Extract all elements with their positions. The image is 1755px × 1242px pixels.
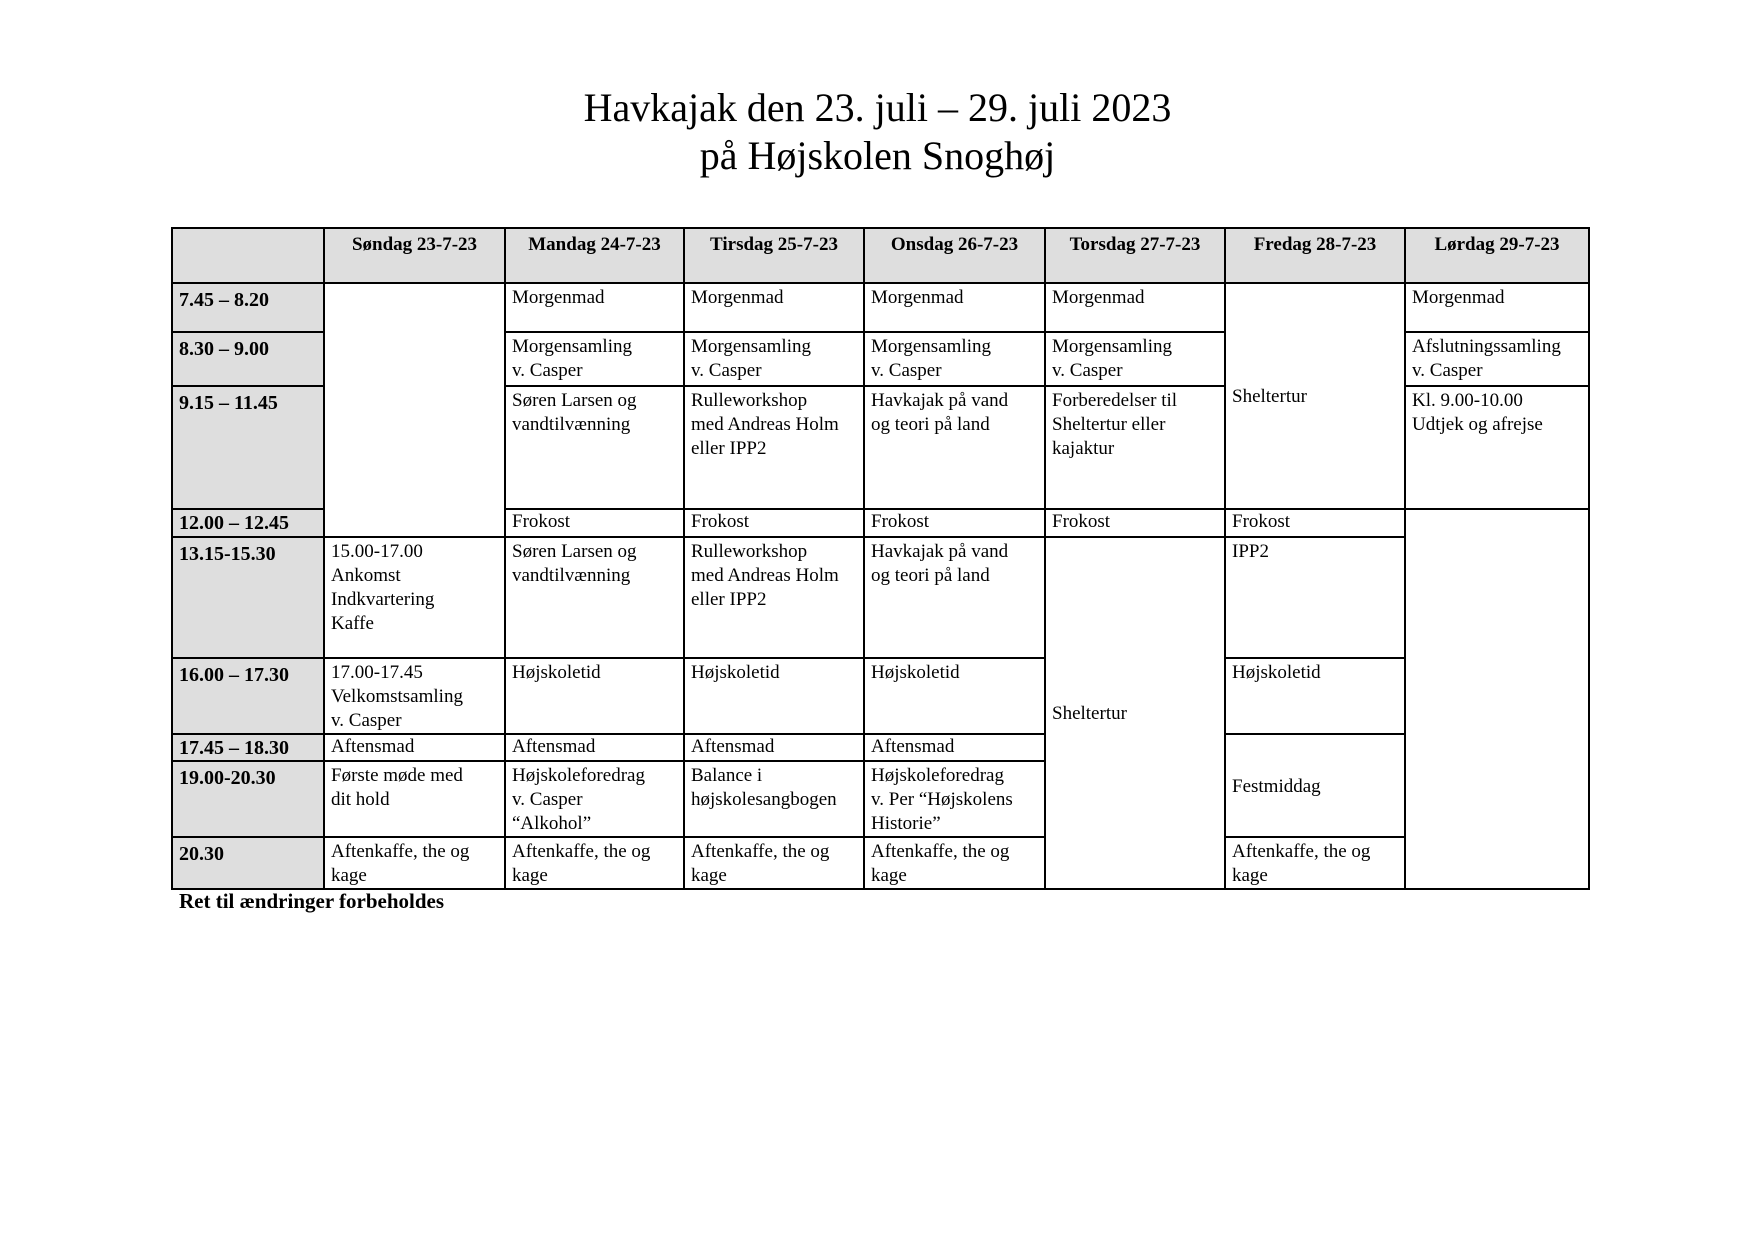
schedule-cell: Havkajak på vand og teori på land [864,537,1045,658]
table-row [172,837,1589,889]
schedule-cell: Balance i højskolesangbogen [684,761,864,837]
schedule-cell: Højskoleforedrag v. Per “Højskolens Historie” [864,761,1045,837]
time-slot: 7.45 – 8.20 [172,283,324,332]
header-corner [172,228,324,283]
schedule-cell: Frokost [1045,509,1225,537]
page-title [0,84,1755,180]
schedule-cell: Frokost [505,509,684,537]
day-header-wednesday: Onsdag 26-7-23 [864,228,1045,283]
disclaimer-note: Ret til ændringer forbeholdes [179,889,445,913]
schedule-cell: Morgenmad [684,283,864,332]
schedule-cell: Aftenkaffe, the og kage [324,837,505,889]
schedule-cell: Aftenkaffe, the og kage [864,837,1045,889]
schedule-cell-sunday-empty [324,283,505,537]
schedule-cell: Frokost [864,509,1045,537]
schedule-cell: Højskoleforedrag v. Casper “Alkohol” [505,761,684,837]
day-header-friday: Fredag 28-7-23 [1225,228,1405,283]
time-slot: 17.45 – 18.30 [172,734,324,761]
table-row [172,537,1589,658]
schedule-table [171,227,1590,890]
schedule-cell: Rulleworkshop med Andreas Holm eller IPP2 [684,386,864,509]
schedule-cell: Aftenkaffe, the og kage [1225,837,1405,889]
schedule-cell: Morgensamling v. Casper [505,332,684,386]
schedule-cell: Kl. 9.00-10.00 Udtjek og afrejse [1405,386,1589,509]
schedule-cell: 17.00-17.45 Velkomstsamling v. Casper [324,658,505,734]
schedule-cell: Første møde med dit hold [324,761,505,837]
schedule-cell-thursday-sheltertur: Sheltertur [1045,537,1225,889]
title-line-1: Havkajak den 23. juli – 29. juli 2023 [583,85,1172,130]
schedule-cell-saturday-empty [1405,509,1589,889]
schedule-cell: Frokost [1225,509,1405,537]
schedule-cell: Havkajak på vand og teori på land [864,386,1045,509]
schedule-cell: Rulleworkshop med Andreas Holm eller IPP2 [684,537,864,658]
title-line-2: på Højskolen Snoghøj [699,133,1056,178]
schedule-cell: Søren Larsen og vandtilvænning [505,537,684,658]
schedule-cell: Morgenmad [864,283,1045,332]
schedule-cell-friday-sheltertur: Sheltertur [1225,283,1405,509]
time-slot: 8.30 – 9.00 [172,332,324,386]
schedule-cell: Morgenmad [1045,283,1225,332]
schedule-cell: Aftensmad [684,734,864,761]
schedule-cell-friday-festmiddag: Festmiddag [1225,734,1405,837]
schedule-cell: Aftensmad [864,734,1045,761]
table-row [172,734,1589,761]
schedule-cell: Højskoletid [684,658,864,734]
schedule-cell: Afslutningssamling v. Casper [1405,332,1589,386]
day-header-sunday: Søndag 23-7-23 [324,228,505,283]
schedule-cell: Aftenkaffe, the og kage [684,837,864,889]
day-header-monday: Mandag 24-7-23 [505,228,684,283]
schedule-cell: Højskoletid [1225,658,1405,734]
table-row [172,658,1589,734]
schedule-cell: Aftensmad [505,734,684,761]
schedule-cell: Højskoletid [505,658,684,734]
schedule-cell: Morgenmad [505,283,684,332]
schedule-cell: IPP2 [1225,537,1405,658]
time-slot: 9.15 – 11.45 [172,386,324,509]
schedule-cell: Morgensamling v. Casper [864,332,1045,386]
schedule-cell: Aftenkaffe, the og kage [505,837,684,889]
time-slot: 20.30 [172,837,324,889]
schedule-cell: Morgensamling v. Casper [1045,332,1225,386]
schedule-cell: Morgensamling v. Casper [684,332,864,386]
day-header-thursday: Torsdag 27-7-23 [1045,228,1225,283]
schedule-cell: Morgenmad [1405,283,1589,332]
schedule-cell: Aftensmad [324,734,505,761]
table-row [172,283,1589,332]
day-header-saturday: Lørdag 29-7-23 [1405,228,1589,283]
time-slot: 12.00 – 12.45 [172,509,324,537]
header-row [172,228,1589,283]
schedule-cell: Forberedelser til Sheltertur eller kajaktur [1045,386,1225,509]
schedule-cell: 15.00-17.00 Ankomst Indkvartering Kaffe [324,537,505,658]
schedule-cell: Højskoletid [864,658,1045,734]
time-slot: 13.15-15.30 [172,537,324,658]
schedule-cell: Frokost [684,509,864,537]
time-slot: 19.00-20.30 [172,761,324,837]
time-slot: 16.00 – 17.30 [172,658,324,734]
day-header-tuesday: Tirsdag 25-7-23 [684,228,864,283]
schedule-cell: Søren Larsen og vandtilvænning [505,386,684,509]
